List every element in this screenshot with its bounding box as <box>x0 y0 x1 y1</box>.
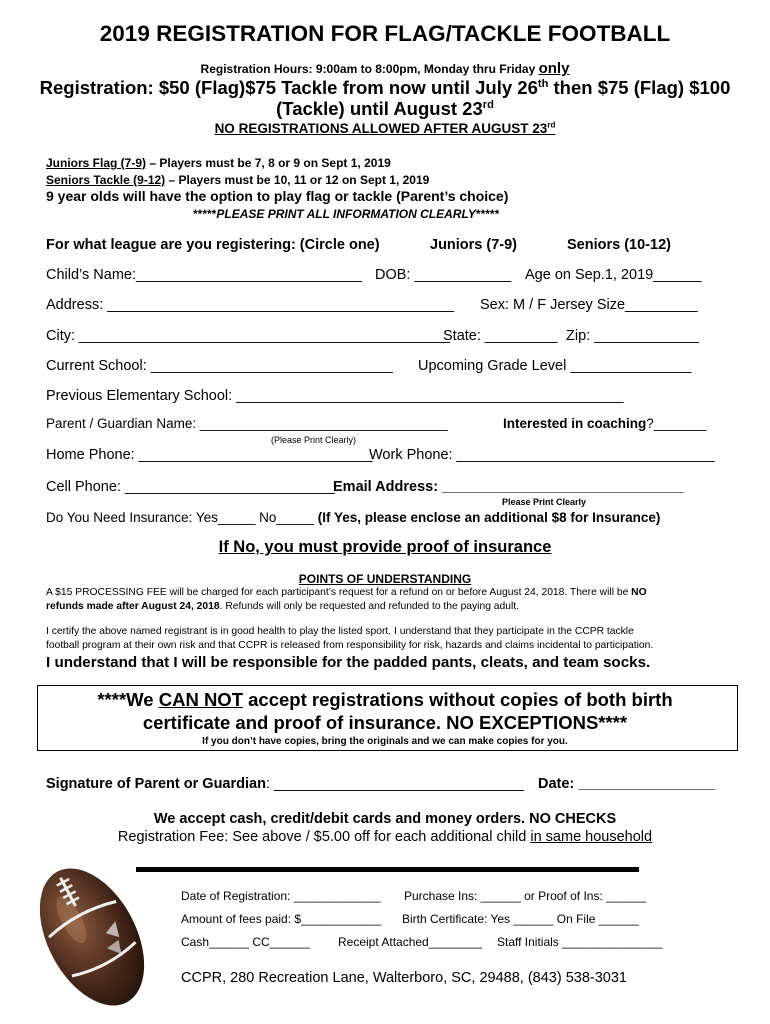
signature-date-field[interactable]: Date: _________________ <box>538 776 716 792</box>
registration-hours <box>0 60 770 77</box>
signature-line: : _______________________________ <box>265 776 525 792</box>
fee-sup-a: th <box>537 77 549 90</box>
coaching-field[interactable] <box>503 416 706 431</box>
previous-school-field[interactable]: Previous Elementary School: ________________________________________________ <box>46 388 624 404</box>
equipment-responsibility: I understand that I will be responsible for the padded pants, cleats, and team socks. <box>46 654 651 671</box>
fee-note-household: in same household <box>530 829 653 845</box>
print-clearly-hint-1: (Please Print Clearly) <box>271 435 357 445</box>
footer-address: CCPR, 280 Recreation Lane, Walterboro, SC, 29488, (843) 538-3031 <box>181 970 627 986</box>
grade-level-field[interactable]: Upcoming Grade Level _______________ <box>418 358 692 374</box>
registration-fee-note <box>0 829 770 845</box>
notice-cannot: CAN NOT <box>158 689 243 710</box>
payment-methods: We accept cash, credit/debit cards and money orders. NO CHECKS <box>153 811 617 827</box>
receipt-attached-field[interactable]: Receipt Attached________ <box>338 935 483 949</box>
notice-text-c: accept registrations without copies of both birth <box>243 689 673 710</box>
nine-year-note: 9 year olds will have the option to play flag or tackle (Parent’s choice) <box>46 188 509 204</box>
insurance-note: (If Yes, please enclose an additional $8 for Insurance) <box>317 510 661 525</box>
documents-notice-line-3: If you don’t have copies, bring the originals and we can make copies for you. <box>202 736 568 747</box>
page-title: 2019 REGISTRATION FOR FLAG/TACKLE FOOTBALL <box>99 21 671 46</box>
no-reg-text: NO REGISTRATIONS ALLOWED AFTER AUGUST 23 <box>214 121 548 136</box>
fee-text-a: Registration: $50 (Flag)$75 Tackle from now until July 26 <box>39 77 538 98</box>
staff-initials-field[interactable]: Staff Initials _______________ <box>497 935 663 949</box>
hours-text: Registration Hours: 9:00am to 8:00pm, Monday thru Friday <box>200 62 539 76</box>
notice-text-a: ****We <box>97 689 159 710</box>
signature-label: Signature of Parent or Guardian <box>46 776 266 792</box>
points-heading: POINTS OF UNDERSTANDING <box>298 572 472 586</box>
refund-text-a: A $15 PROCESSING FEE will be charged for each participant’s request for a refund on or before August 24, 2018. There will be <box>46 587 632 598</box>
state-field[interactable]: State: _________ <box>443 328 558 344</box>
proof-of-insurance-heading: If No, you must provide proof of insurance <box>218 538 552 556</box>
insurance-field[interactable] <box>46 510 660 525</box>
league-option-juniors[interactable]: Juniors (7-9) <box>430 237 518 253</box>
dob-field[interactable]: DOB: ____________ <box>375 267 512 283</box>
cash-cc-field[interactable]: Cash______ CC______ <box>181 935 310 949</box>
purchase-ins-field[interactable]: Purchase Ins: ______ or Proof of Ins: ______ <box>404 889 647 903</box>
refund-policy <box>46 586 726 614</box>
juniors-label: Juniors Flag (7-9) <box>46 156 147 170</box>
no-registrations-notice <box>0 121 770 136</box>
health-line-1: I certify the above named registrant is in good health to play the listed sport. I understand that they participate in the CCPR tackle <box>46 626 634 637</box>
football-icon <box>36 862 148 1012</box>
hours-only: only <box>538 60 570 77</box>
coaching-label: Interested in coaching <box>503 416 647 431</box>
signature-field[interactable] <box>46 776 524 792</box>
fee-text-b: then $75 (Flag) $100 <box>548 77 731 98</box>
fee-line-2 <box>0 98 770 120</box>
parent-name-field[interactable]: Parent / Guardian Name: _________________________________ <box>46 416 448 431</box>
email-field[interactable]: Email Address: ______________________________ <box>333 479 684 495</box>
stars-left: ***** <box>193 207 217 221</box>
health-line-2: football program at their own risk and that CCPR is released from responsibility for risk, hazards and claims incidental to participation. <box>46 640 654 651</box>
refund-text-d: . Refunds will only be requested and refunded to the paying adult. <box>219 601 519 612</box>
work-phone-field[interactable]: Work Phone: ________________________________ <box>369 447 715 463</box>
stars-right: ***** <box>475 207 500 221</box>
refund-date: refunds made after August 24, 2018 <box>46 601 220 612</box>
zip-field[interactable]: Zip: _____________ <box>566 328 700 344</box>
refund-no: NO <box>631 587 647 598</box>
health-certification <box>46 625 653 653</box>
seniors-rule <box>46 173 429 187</box>
sex-jersey-field[interactable]: Sex: M / F Jersey Size_________ <box>480 297 698 313</box>
documents-notice-line-1 <box>0 689 770 711</box>
league-question: For what league are you registering: (Circle one) <box>46 237 380 253</box>
print-clearly-hint-2: Please Print Clearly <box>502 497 587 507</box>
seniors-label: Seniors Tackle (9-12) <box>46 173 166 187</box>
juniors-rest: – Players must be 7, 8 or 9 on Sept 1, 2019 <box>146 156 391 170</box>
cell-phone-field[interactable]: Cell Phone: __________________________ <box>46 479 335 495</box>
print-clearly-text: PLEASE PRINT ALL INFORMATION CLEARLY <box>216 207 476 221</box>
home-phone-field[interactable]: Home Phone: _____________________________ <box>46 447 373 463</box>
coaching-blank: ?_______ <box>646 416 707 431</box>
no-reg-sup: rd <box>547 120 556 130</box>
documents-notice-line-2: certificate and proof of insurance. NO EXCEPTIONS**** <box>142 712 628 733</box>
city-field[interactable]: City: ______________________________________________ <box>46 328 450 344</box>
fee-line-1 <box>0 77 770 99</box>
league-option-seniors[interactable]: Seniors (10-12) <box>567 237 671 253</box>
current-school-field[interactable]: Current School: ______________________________ <box>46 358 393 374</box>
fee-text-c: (Tackle) until August 23 <box>276 98 483 119</box>
birth-certificate-field[interactable]: Birth Certificate: Yes ______ On File ______ <box>402 912 639 926</box>
fees-paid-field[interactable]: Amount of fees paid: $____________ <box>181 912 382 926</box>
print-clearly-note <box>193 207 499 221</box>
office-use-divider <box>136 867 639 872</box>
fee-sup-b: rd <box>482 98 494 111</box>
address-field[interactable]: Address: ___________________________________________ <box>46 297 455 313</box>
age-field[interactable]: Age on Sep.1, 2019______ <box>525 267 702 283</box>
seniors-rest: – Players must be 10, 11 or 12 on Sept 1, 2019 <box>165 173 430 187</box>
child-name-field[interactable]: Child’s Name:____________________________ <box>46 267 362 283</box>
juniors-rule <box>46 156 391 170</box>
insurance-choice: Do You Need Insurance: Yes_____ No_____ <box>46 510 318 525</box>
date-of-registration-field[interactable]: Date of Registration: _____________ <box>181 889 381 903</box>
fee-note-text: Registration Fee: See above / $5.00 off for each additional child <box>117 829 531 845</box>
